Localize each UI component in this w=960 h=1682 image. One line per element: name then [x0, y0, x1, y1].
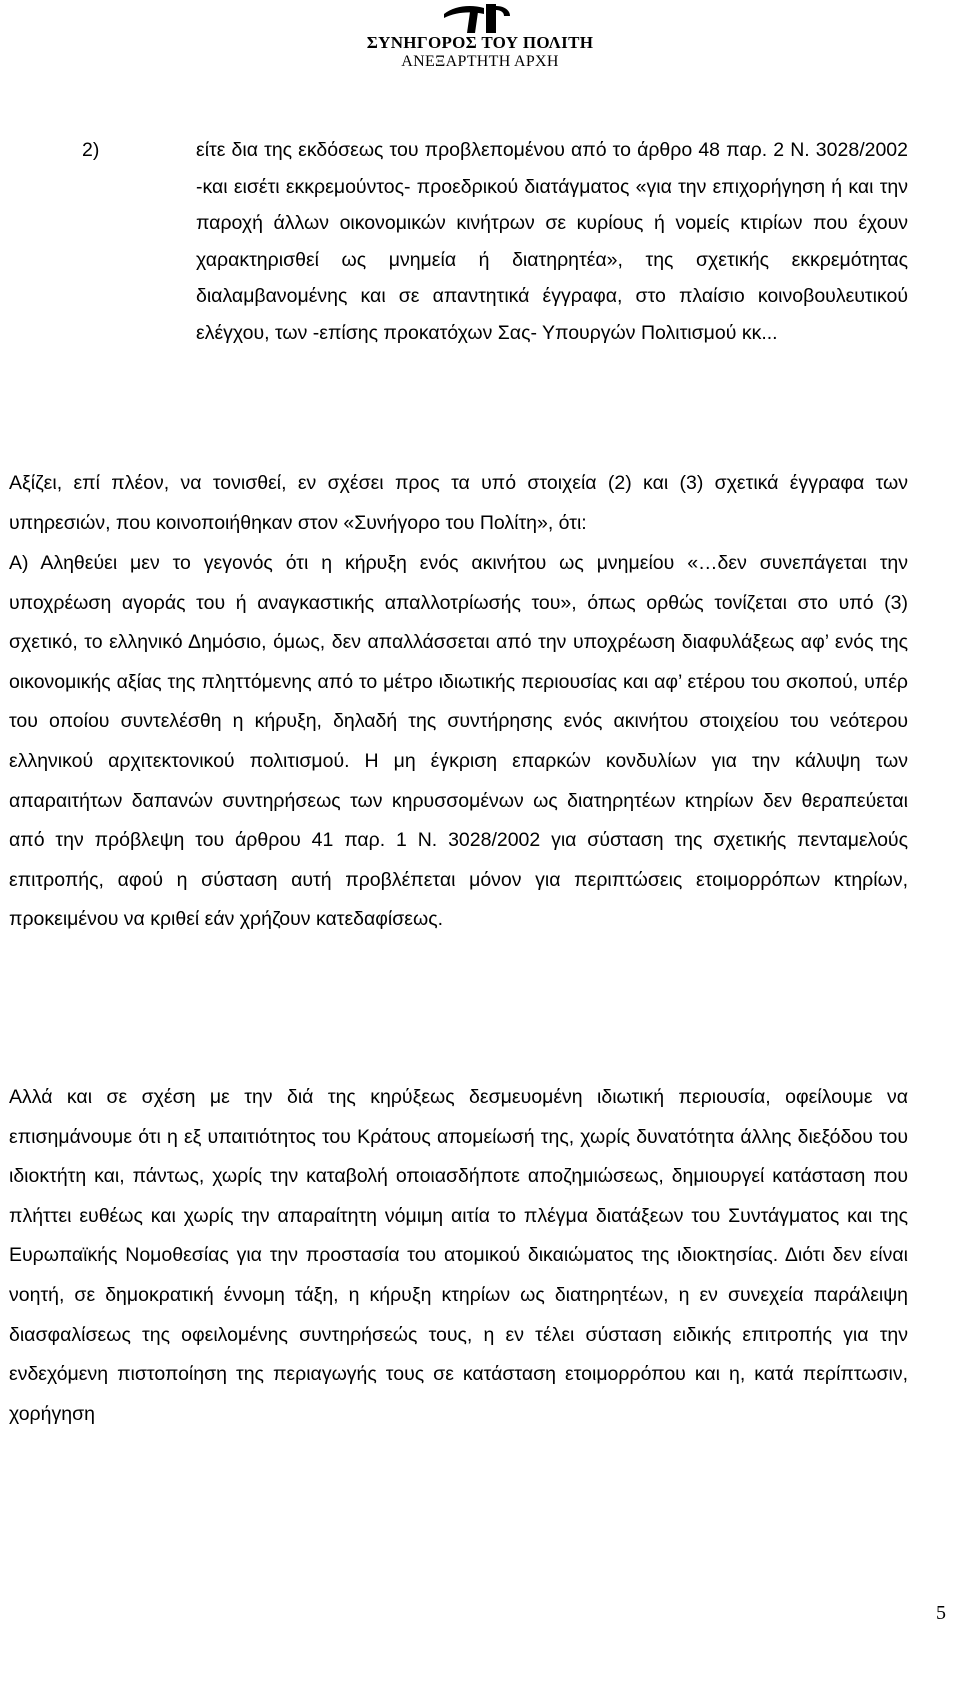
page-number: 5	[936, 1602, 946, 1624]
org-name: ΣΥΝΗΓΟΡΟΣ ΤΟΥ ΠΟΛΙΤΗ	[366, 33, 594, 52]
ombudsman-logo-icon	[440, 2, 514, 34]
list-item-text: είτε δια της εκδόσεως του προβλεπομένου από το άρθρο 48 παρ. 2 Ν. 3028/2002 -και εισέτι εκκρεμούντος- προεδρικού διατάγματος «για την επιχορήγηση ή και την παροχή άλλων οικονομικών κινήτρων σε κυρίους ή νομείς κτιρίων που έχουν χαρακτηρισθεί ως μνημεία ή διατηρητέα», της σχετικής εκκρεμότητας διαλαμβανομένης και σε απαντητικά έγγραφα, στο πλαίσιο κοινοβουλευτικού ελέγχου, των -επίσης προκατόχων Σας- Υπουργών Πολιτισμού κκ...	[196, 139, 908, 344]
paragraph-property: Αλλά και σε σχέση με την διά της κηρύξεως δεσμευομένη ιδιωτική περιουσία, οφείλουμε να επισημάνουμε ότι η εξ υπαιτιότητος του Κράτους απομείωσή της, χωρίς δυνατότητα άλλης διεξόδου του ιδιοκτήτη και, πάντως, χωρίς την καταβολή οποιασδήποτε αποζημιώσεως, δημιουργεί κατάσταση που πλήττει ευθέως και χωρίς την απαραίτητη νόμιμη αιτία το πλέγμα διατάξεων του Συντάγματος και της Ευρωπαϊκής Νομοθεσίας για την προστασία του ατομικού δικαιώματος της ιδιοκτησίας. Διότι δεν είναι νοητή, σε δημοκρατική έννομη τάξη, η κήρυξη κτηρίων ως διατηρητέων, η εν συνεχεία παράλειψη διασφαλίσεως της οφειλομένης συντηρήσεώς τους, η εν τέλει σύσταση ειδικής επιτροπής για την ενδεχόμενη πιστοποίηση της περιαγωγής τους σε κατάσταση ετοιμορρόπου και η, κατά περίπτωσιν, χορήγηση	[9, 1086, 908, 1425]
paragraph-a: Α) Αληθεύει μεν το γεγονός ότι η κήρυξη ενός ακινήτου ως μνημείου «…δεν συνεπάγεται την υποχρέωση αγοράς του ή αναγκαστικής απαλλοτρίωσής του», όπως ορθώς τονίζεται στο υπό (3) σχετικό, το ελληνικό Δημόσιο, όμως, δεν απαλλάσσεται από την υποχρέωση διαφυλάξεως αφ’ ενός της οικονομικής αξίας της πληττόμενης από το μέτρο ιδιωτικής περιουσίας και αφ’ ετέρου του σκοπού, υπέρ του οποίου συντελέσθη η κήρυξη, δηλαδή της συντήρησης ενός ακινήτου στοιχείου του νεότερου ελληνικού αρχιτεκτονικού πολιτισμού. Η μη έγκριση επαρκών κονδυλίων για την κάλυψη των απαραιτήτων δαπανών συντηρήσεως των κηρυσσομένων ως διατηρητέων κτηρίων δεν θεραπεύεται από την πρόβλεψη του άρθρου 41 παρ. 1 Ν. 3028/2002 για σύσταση της σχετικής πενταμελούς επιτροπής, αφού η σύσταση αυτή προβλέπεται μόνον για περιπτώσεις ετοιμορρόπων κτηρίων, προκειμένου να κριθεί εάν χρήζουν κατεδαφίσεως.	[9, 552, 908, 931]
paragraph-intro: Αξίζει, επί πλέον, να τονισθεί, εν σχέσει προς τα υπό στοιχεία (2) και (3) σχετικά έγγραφα των υπηρεσιών, που κοινοποιήθηκαν στον «Συνήγορο του Πολίτη», ότι:	[9, 472, 908, 534]
list-item-number: 2)	[82, 139, 100, 161]
org-subtitle: ΑΝΕΞΑΡΤΗΤΗ ΑΡΧΗ	[401, 53, 559, 70]
